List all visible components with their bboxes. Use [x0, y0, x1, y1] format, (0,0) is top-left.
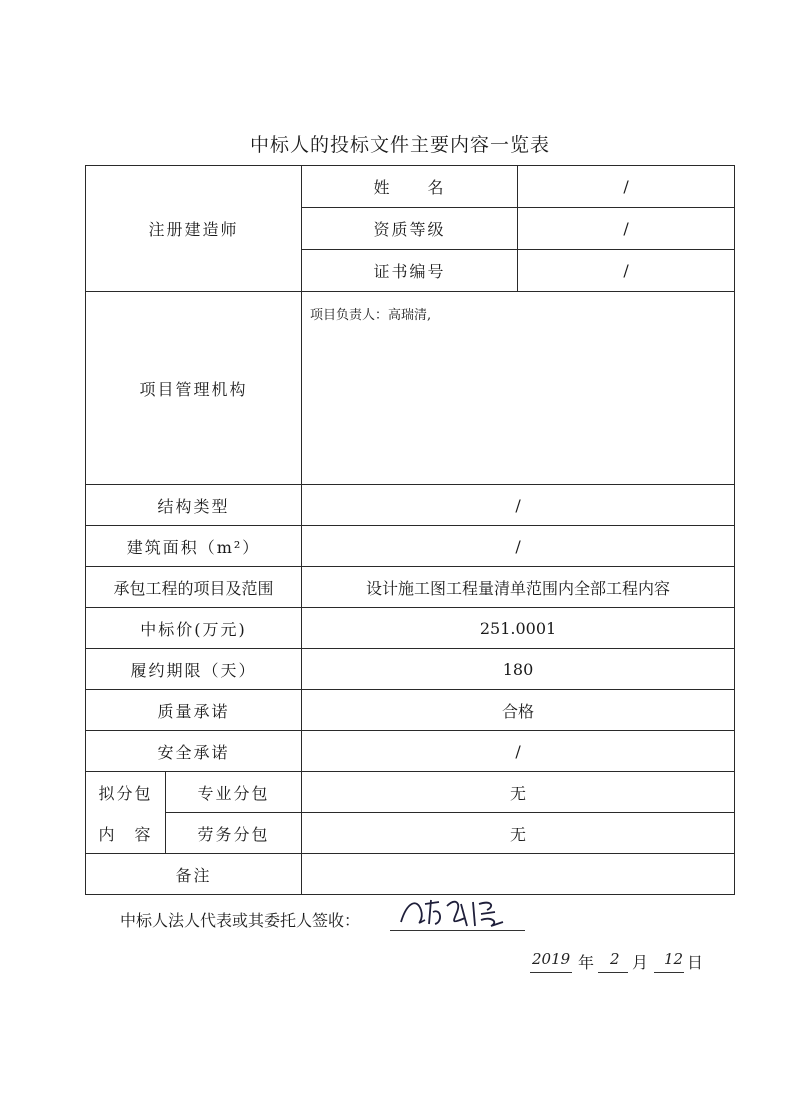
subcontract-label: [86, 772, 166, 854]
table-row: [86, 526, 735, 567]
table-row: [86, 166, 735, 208]
table-row: [86, 731, 735, 772]
table-row: [86, 854, 735, 895]
year-underline: [530, 972, 572, 973]
date-month: 2: [610, 950, 620, 968]
handwritten-signature: [395, 892, 525, 932]
document-title: 中标人的投标文件主要内容一览表: [249, 134, 550, 156]
certificate-label: 证书编号: [302, 250, 518, 292]
table-row: [86, 567, 735, 608]
quality-value: 合格: [302, 690, 735, 731]
table-row: [86, 772, 735, 813]
remarks-value: [302, 854, 735, 895]
day-underline: [654, 972, 684, 973]
certificate-value: /: [518, 250, 735, 292]
qualification-label: 资质等级: [302, 208, 518, 250]
project-management-label: 项目管理机构: [86, 292, 302, 485]
date-year: 2019: [532, 950, 571, 968]
registered-engineer-label: 注册建造师: [86, 166, 302, 292]
safety-label: 安全承诺: [86, 731, 302, 772]
date-day: 12: [664, 950, 684, 968]
labor-subcontract-value: 无: [302, 813, 735, 854]
building-area-value: /: [302, 526, 735, 567]
name-value: /: [518, 166, 735, 208]
contract-scope-label: 承包工程的项目及范围: [86, 567, 302, 608]
year-suffix: 年: [578, 953, 595, 972]
duration-value: 180: [302, 649, 735, 690]
remarks-label: 备注: [86, 854, 302, 895]
bid-summary-table: [85, 165, 735, 895]
table-row: [86, 649, 735, 690]
contract-scope-value: 设计施工图工程量清单范围内全部工程内容: [302, 567, 735, 608]
structure-type-label: 结构类型: [86, 485, 302, 526]
name-label: 姓 名: [302, 166, 518, 208]
bid-price-value: 251.0001: [302, 608, 735, 649]
specialized-subcontract-label: 专业分包: [166, 772, 302, 813]
structure-type-value: /: [302, 485, 735, 526]
subcontract-label-line1: 拟分包: [98, 783, 153, 803]
table-row: [86, 608, 735, 649]
day-suffix: 日: [687, 953, 704, 972]
project-management-value: 项目负责人：高瑞清,: [310, 308, 432, 323]
month-suffix: 月: [632, 953, 649, 972]
quality-label: 质量承诺: [86, 690, 302, 731]
specialized-subcontract-value: 无: [302, 772, 735, 813]
labor-subcontract-label: 劳务分包: [166, 813, 302, 854]
building-area-label: 建筑面积（m²）: [86, 526, 302, 567]
signature-label: 中标人法人代表或其委托人签收：: [120, 911, 361, 930]
qualification-value: /: [518, 208, 735, 250]
table-row: [86, 485, 735, 526]
table-row: [86, 292, 735, 485]
table-row: [86, 813, 735, 854]
bid-price-label: 中标价(万元): [86, 608, 302, 649]
table-row: [86, 690, 735, 731]
signing-date: [530, 946, 730, 986]
project-management-cell: [302, 292, 735, 485]
duration-label: 履约期限（天）: [86, 649, 302, 690]
signature-underline: [390, 930, 525, 931]
month-underline: [598, 972, 628, 973]
safety-value: /: [302, 731, 735, 772]
subcontract-label-line2: 内 容: [98, 824, 153, 844]
